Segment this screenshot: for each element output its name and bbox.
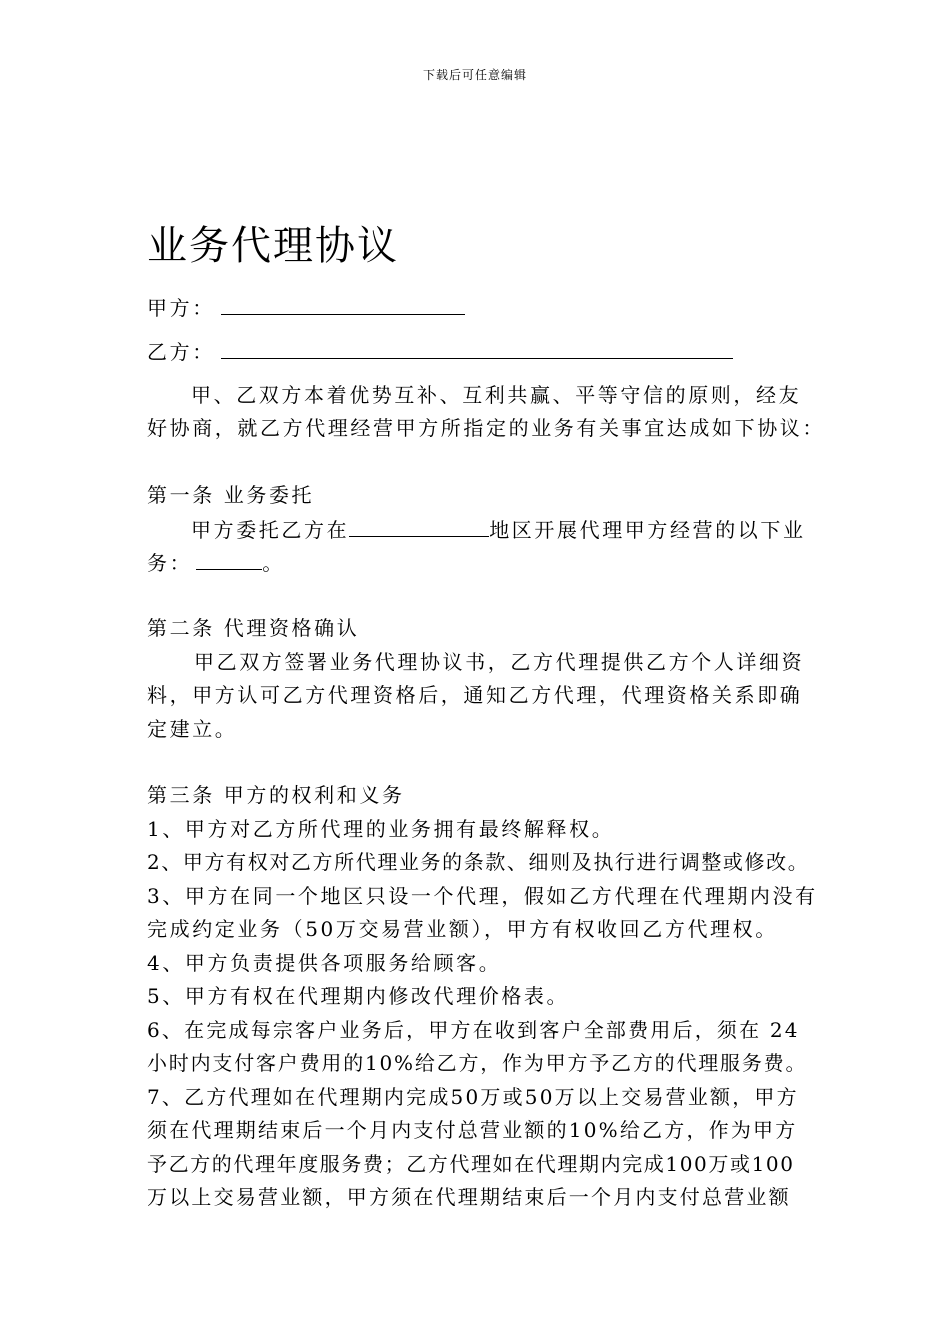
business-blank [196,549,262,570]
party-b-blank [221,338,733,359]
article1-line2-after: 。 [262,551,285,575]
article3-line-12: 万以上交易营业额，甲方须在代理期结束后一个月内支付总营业额 [147,1185,791,1209]
article3-line-5: 4、甲方负责提供各项服务给顾客。 [147,951,502,975]
article3-line-10: 须在代理期结束后一个月内支付总营业额的10%给乙方，作为甲方 [147,1118,798,1142]
article2-heading: 第二条 代理资格确认 [147,616,360,640]
article3-line-6: 5、甲方有权在代理期内修改代理价格表。 [147,984,570,1008]
region-blank [349,516,489,537]
article3-line-4: 完成约定业务（50万交易营业额），甲方有权收回乙方代理权。 [147,917,778,941]
article3-line-8: 小时内支付客户费用的10%给乙方，作为甲方予乙方的代理服务费。 [147,1051,808,1075]
article1-line1-after: 地区开展代理甲方经营的以下业 [489,518,806,542]
article1-heading: 第一条 业务委托 [147,483,315,507]
article3-line-2: 2、甲方有权对乙方所代理业务的条款、细则及执行进行调整或修改。 [147,850,810,874]
article3-line-1: 1、甲方对乙方所代理的业务拥有最终解释权。 [147,817,615,841]
article2-line-1: 甲乙双方签署业务代理协议书，乙方代理提供乙方个人详细资 [194,650,805,674]
article3-line-11: 予乙方的代理年度服务费；乙方代理如在代理期内完成100万或100 [147,1152,795,1176]
party-b-label: 乙方： [147,340,215,364]
article1-line2-before: 务： [147,551,193,575]
party-b-line [147,338,733,364]
intro-line-2: 好协商，就乙方代理经营甲方所指定的业务有关事宜达成如下协议： [147,416,825,440]
article2-line-2: 料，甲方认可乙方代理资格后，通知乙方代理，代理资格关系即确 [147,683,803,707]
article2-line-3: 定建立。 [147,717,238,741]
intro-line-1: 甲、乙双方本着优势互补、互利共赢、平等守信的原则，经友 [191,383,802,407]
article3-line-3: 3、甲方在同一个地区只设一个代理，假如乙方代理在代理期内没有 [147,884,818,908]
article3-line-7: 6、在完成每宗客户业务后，甲方在收到客户全部费用后，须在 24 [147,1018,800,1042]
party-a-blank [221,294,465,315]
header-note: 下载后可任意编辑 [422,68,527,82]
party-a-line [147,294,465,320]
article1-line-2 [147,549,285,575]
party-a-label: 甲方： [147,296,215,320]
article1-line1-before: 甲方委托乙方在 [191,518,350,542]
article3-line-9: 7、乙方代理如在代理期内完成50万或50万以上交易营业额，甲方 [147,1085,799,1109]
document-title: 业务代理协议 [147,223,399,269]
article1-line-1 [191,516,806,542]
article3-heading: 第三条 甲方的权利和义务 [147,783,405,807]
